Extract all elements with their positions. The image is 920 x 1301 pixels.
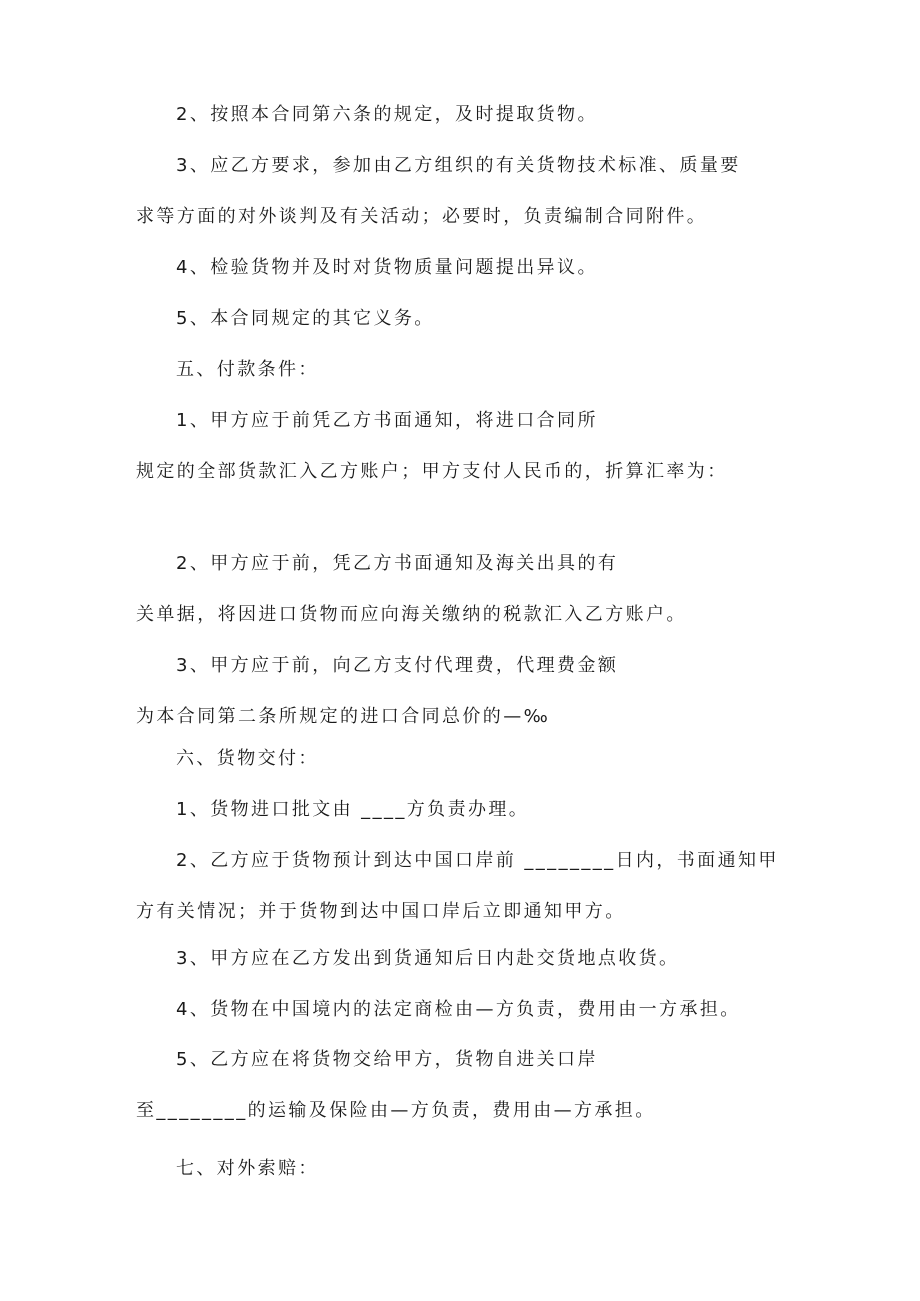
clause-4-2: 2、按照本合同第六条的规定，及时提取货物。 <box>176 104 598 125</box>
section-heading-7: 七、对外索赔： <box>176 1158 319 1179</box>
section-heading-6: 六、货物交付： <box>176 748 319 769</box>
clause-6-1: 1、货物进口批文由 ____方负责办理。 <box>176 799 530 820</box>
clause-5-1: 1、甲方应于前凭乙方书面通知，将进口合同所 <box>176 410 598 431</box>
clause-5-2-cont: 关单据，将因进口货物而应向海关缴纳的税款汇入乙方账户。 <box>136 604 687 625</box>
clause-4-4: 4、检验货物并及时对货物质量问题提出异议。 <box>176 257 598 278</box>
clause-5-3-cont: 为本合同第二条所规定的进口合同总价的—‰ <box>136 706 551 727</box>
clause-6-4: 4、货物在中国境内的法定商检由—方负责，费用由一方承担。 <box>176 999 741 1020</box>
clause-4-5: 5、本合同规定的其它义务。 <box>176 308 435 329</box>
clause-6-2: 2、乙方应于货物预计到达中国口岸前 ________日内，书面通知甲 <box>176 850 779 871</box>
clause-5-3: 3、甲方应于前，向乙方支付代理费，代理费金额 <box>176 655 619 676</box>
clause-4-3: 3、应乙方要求，参加由乙方组织的有关货物技术标准、质量要 <box>176 155 741 176</box>
clause-6-3: 3、甲方应在乙方发出到货通知后日内赴交货地点收货。 <box>176 948 680 969</box>
clause-6-5: 5、乙方应在将货物交给甲方，货物自进关口岸 <box>176 1049 598 1070</box>
clause-6-5-cont: 至________的运输及保险由—方负责，费用由—方承担。 <box>136 1100 656 1121</box>
clause-5-2: 2、甲方应于前，凭乙方书面通知及海关出具的有 <box>176 553 619 574</box>
section-heading-5: 五、付款条件： <box>176 359 319 380</box>
clause-4-3-cont: 求等方面的对外谈判及有关活动；必要时，负责编制合同附件。 <box>136 206 708 227</box>
clause-6-2-cont: 方有关情况；并于货物到达中国口岸后立即通知甲方。 <box>136 901 626 922</box>
clause-5-1-cont: 规定的全部货款汇入乙方账户；甲方支付人民币的，折算汇率为： <box>136 461 728 482</box>
